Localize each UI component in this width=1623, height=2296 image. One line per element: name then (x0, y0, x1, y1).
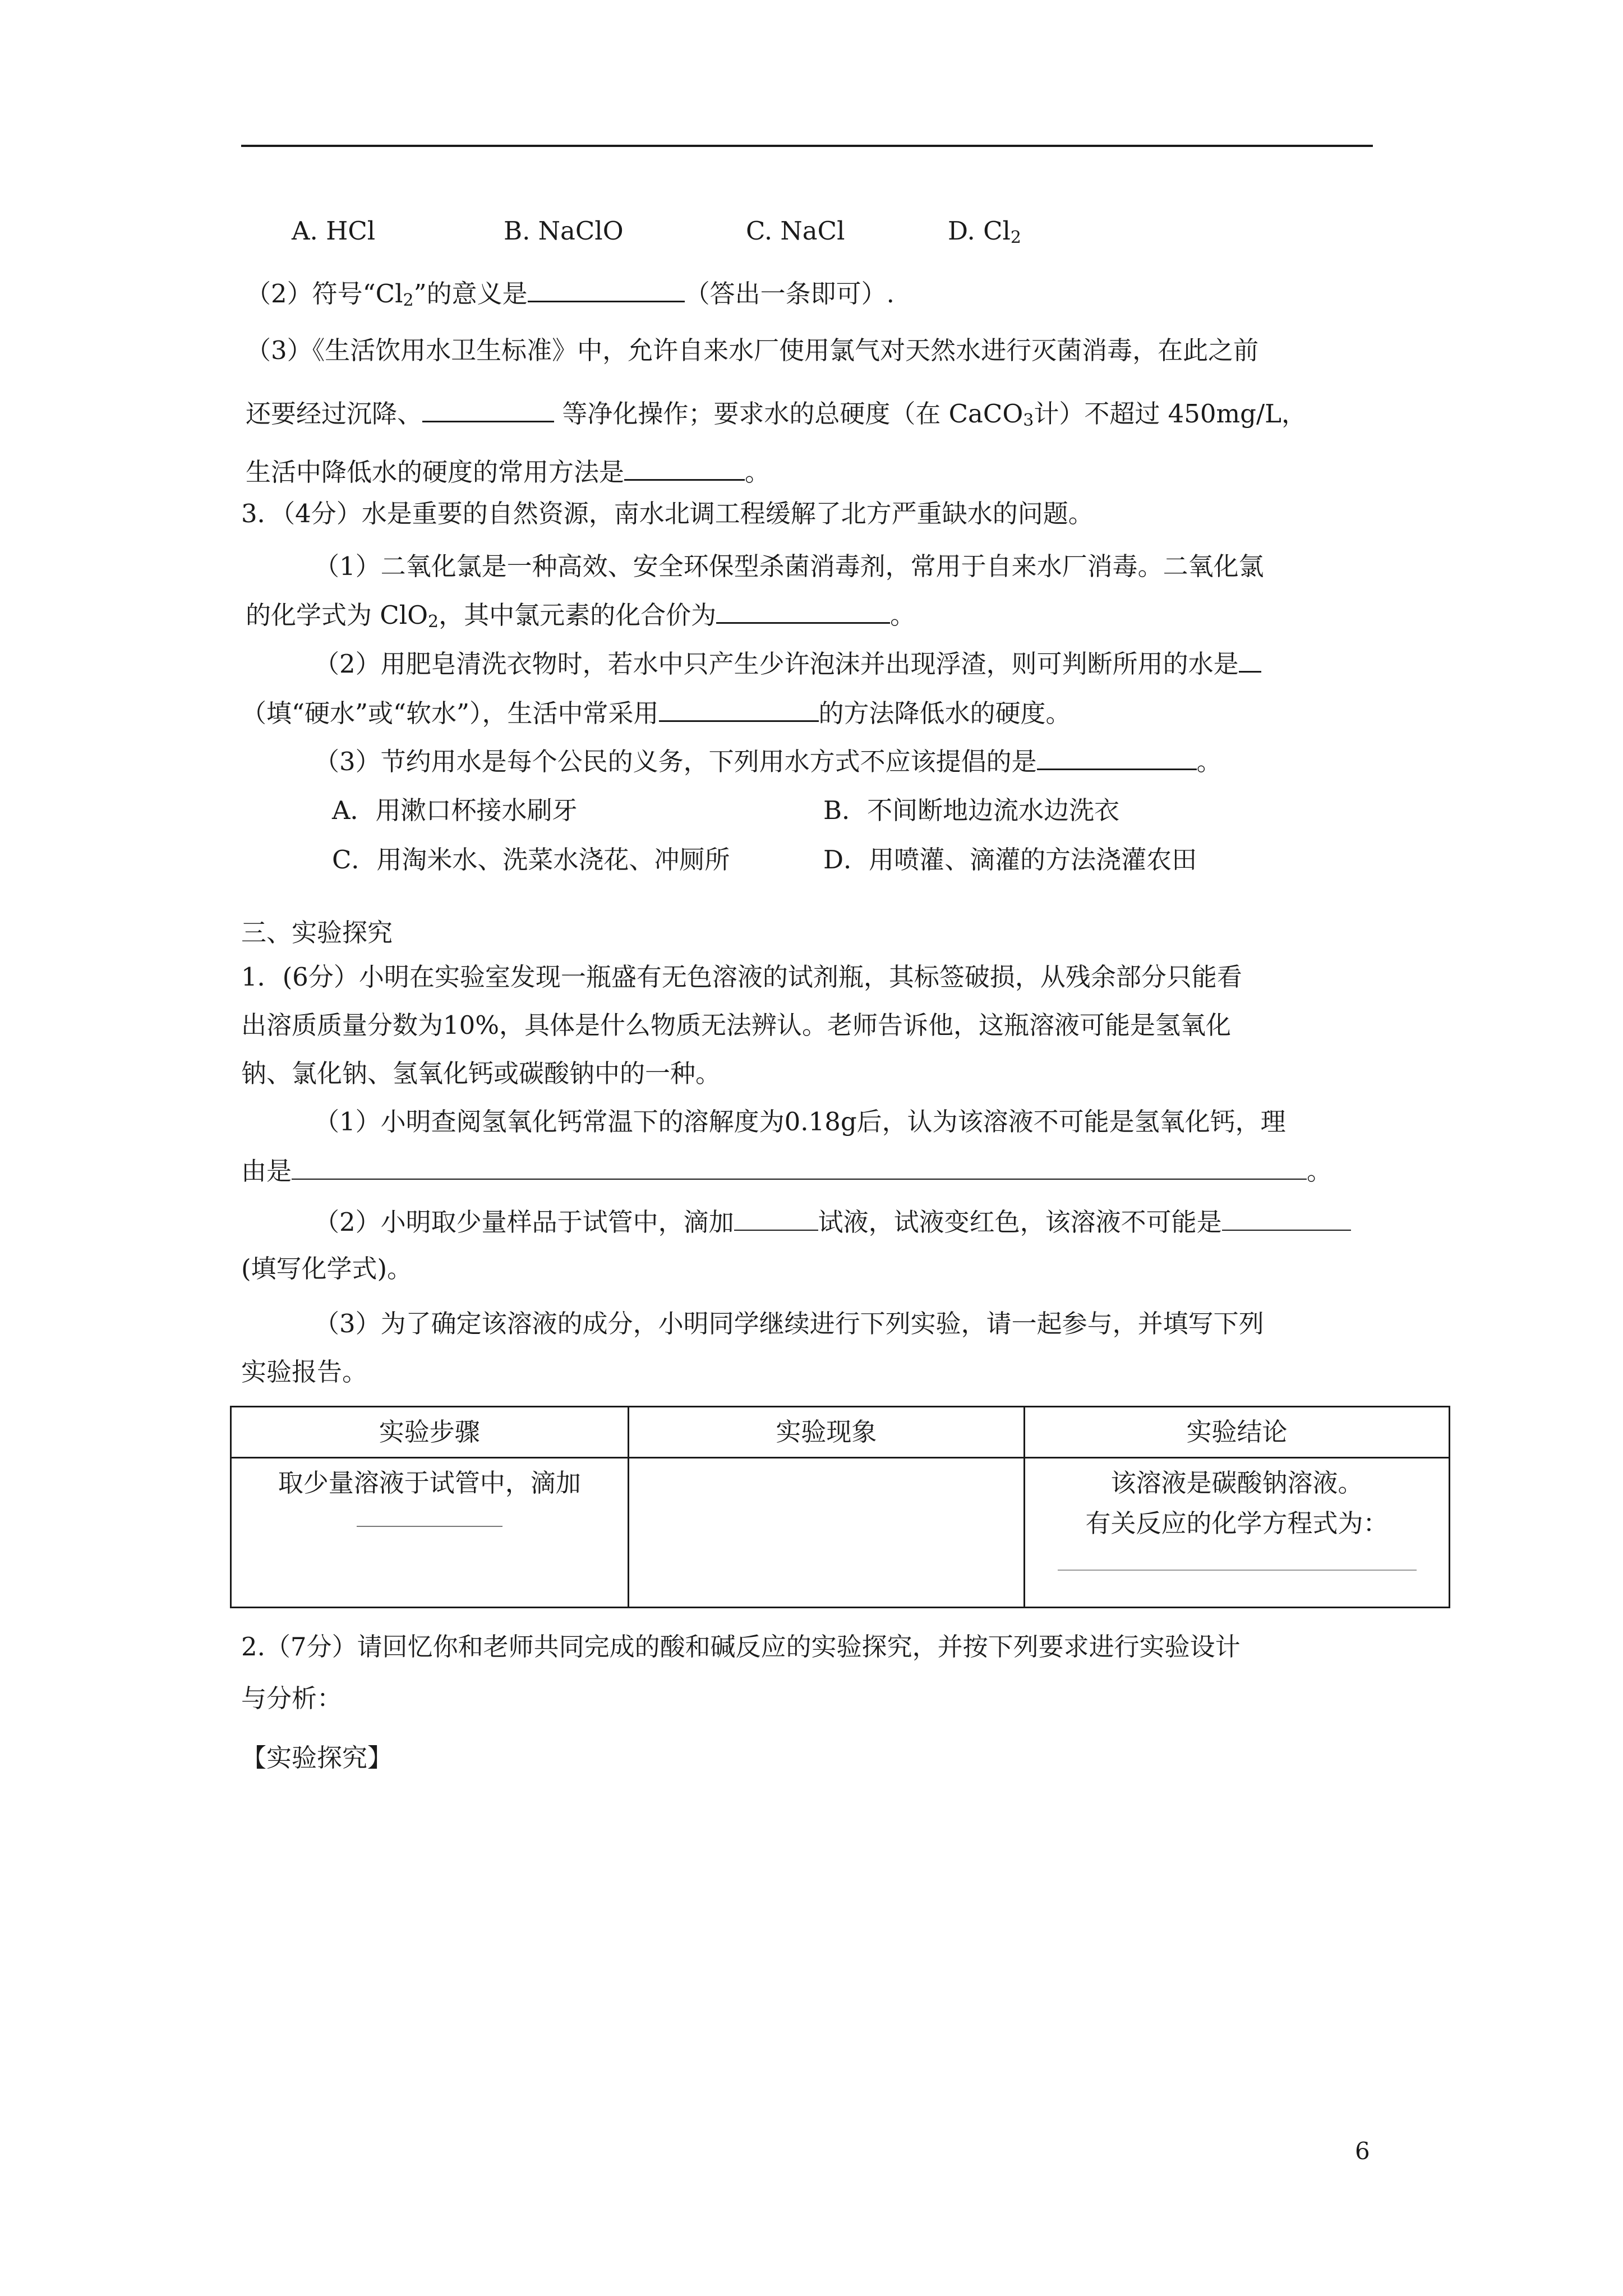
option-d: D. $Cl_2$ (948, 216, 1022, 247)
option-a: A. HCl (292, 216, 376, 246)
table-cell-conclusion: 该溶液是碳酸钠溶液。 有关反应的化学方程式为： (1025, 1458, 1450, 1608)
header-rule (241, 145, 1373, 147)
s3-q1-line2: 出溶质质量分数为10%，具体是什么物质无法辨认。老师告诉他，这瓶溶液可能是氢氧化 (241, 1010, 1232, 1040)
question-3-title: 3．（4分）水是重要的自然资源，南水北调工程缓解了北方严重缺水的问题。 (241, 499, 1094, 528)
s3-q1-2-line1: （2）小明取少量样品于试管中，滴加 试液，试液变红色，该溶液不可能是 (314, 1205, 1351, 1239)
question-3-2-line1: （2）用肥皂清洗衣物时，若水中只产生少许泡沫并出现浮渣，则可判断所用的水是 (314, 646, 1261, 681)
page-number: 6 (1355, 2137, 1370, 2165)
q3-option-b: B．不间断地边流水边洗衣 (823, 795, 1120, 825)
table-cell-step: 取少量溶液于试管中，滴加 (231, 1458, 629, 1608)
answer-blank[interactable] (1239, 646, 1261, 673)
question-2-2: （2）符号“$Cl_2$”的意义是 （答出一条即可）. (246, 276, 895, 311)
s3-q1-3-line1: （3）为了确定该溶液的成分，小明同学继续进行下列实验，请一起参与，并填写下列 (314, 1309, 1264, 1338)
option-c: C. NaCl (746, 216, 845, 246)
answer-blank[interactable] (716, 597, 890, 624)
question-2-3-line3: 生活中降低水的硬度的常用方法是 。 (246, 454, 770, 489)
question-2-3-line2: 还要经过沉降、 等净化操作；要求水的总硬度（在 CaCO$_3$计）不超过 450mg/L， (246, 396, 1307, 431)
answer-blank[interactable] (528, 276, 685, 302)
question-3-3: （3）节约用水是每个公民的义务，下列用水方式不应该提倡的是 。 (314, 744, 1222, 779)
question-2-3-line1: （3）《生活饮用水卫生标准》中，允许自来水厂使用氯气对天然水进行灭菌消毒，在此之前 (246, 335, 1259, 365)
answer-blank[interactable] (1037, 744, 1197, 770)
table-cell-phenomenon[interactable] (628, 1458, 1025, 1608)
question-3-1-line1: （1）二氧化氯是一种高效、安全环保型杀菌消毒剂，常用于自来水厂消毒。二氧化氯 (314, 551, 1264, 581)
experiment-report-table (230, 1406, 1450, 1608)
section-heading: 三、实验探究 (241, 918, 393, 947)
s3-q1-1-line1: （1）小明查阅氢氧化钙常温下的溶解度为0.18g后，认为该溶液不可能是氢氧化钙，理 (314, 1107, 1286, 1137)
q3-option-d: D．用喷灌、滴灌的方法浇灌农田 (823, 845, 1197, 875)
s3-q2-line2: 与分析： (241, 1683, 343, 1713)
s3-q2-line1: 2.（7分）请回忆你和老师共同完成的酸和碱反应的实验探究，并按下列要求进行实验设计 (241, 1632, 1241, 1662)
answer-blank[interactable] (292, 1154, 1307, 1180)
table-header: 实验结论 (1025, 1407, 1450, 1458)
s3-q1-line1: 1．(6分）小明在实验室发现一瓶盛有无色溶液的试剂瓶，其标签破损，从残余部分只能看 (241, 962, 1242, 992)
s3-q1-2-line2: (填写化学式)。 (241, 1254, 413, 1283)
table-header: 实验现象 (628, 1407, 1025, 1458)
s3-q1-line3: 钠、氯化钠、氢氧化钙或碳酸钠中的一种。 (241, 1059, 721, 1088)
answer-blank[interactable] (1222, 1205, 1351, 1231)
q3-option-a: A．用漱口杯接水刷牙 (332, 795, 578, 825)
answer-blank[interactable] (624, 454, 745, 481)
option-b: B. NaClO (504, 216, 624, 246)
question-3-2-line2: （填“硬水”或“软水”），生活中常采用 的方法降低水的硬度。 (241, 696, 1071, 730)
answer-blank[interactable] (357, 1503, 502, 1527)
table-header: 实验步骤 (231, 1407, 629, 1458)
answer-blank[interactable] (1058, 1547, 1417, 1571)
s3-q1-3-line2: 实验报告。 (241, 1357, 368, 1387)
question-3-1-line2: 的化学式为 ClO$_2$，其中氯元素的化合价为 。 (246, 597, 915, 632)
q3-option-c: C．用淘米水、洗菜水浇花、冲厕所 (332, 845, 730, 875)
answer-blank[interactable] (734, 1205, 818, 1231)
experiment-bracket-heading: 【实验探究】 (241, 1743, 393, 1773)
answer-blank[interactable] (422, 396, 554, 422)
s3-q1-1-line2: 由是 。 (241, 1154, 1332, 1188)
answer-blank[interactable] (659, 696, 819, 722)
